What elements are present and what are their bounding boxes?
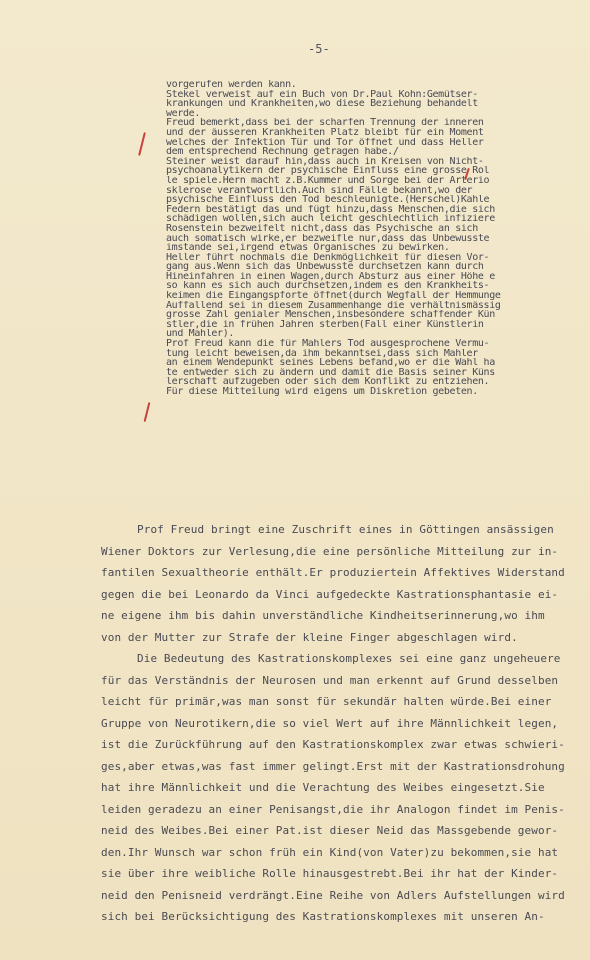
text-line: grosse Zahl genialer Menschen,insbesondere schaffender Kün <box>166 310 495 320</box>
text-line: Steiner weist darauf hin,dass auch in Kreisen von Nicht- <box>166 156 484 167</box>
text-line: Rosenstein bezweifelt nicht,dass das Psychische an sich <box>166 223 478 234</box>
typed-paragraph-block <box>101 519 589 928</box>
text-line: gang aus.Wenn sich das Unbewusste durchsetzen kann durch <box>166 262 484 272</box>
text-line: stler,die in frühen Jahren sterben(Fall einer Künstlerin <box>166 319 484 330</box>
text-line: psychoanalytikern der psychische Einfluss eine grosse Rol <box>166 166 490 176</box>
text-line: werde. <box>166 108 201 119</box>
text-line: leicht für primär,was man sonst für sekundär halten würde.Bei einer <box>101 695 552 708</box>
text-line: dem entsprechend Rechnung getragen habe./ <box>166 147 399 157</box>
text-line: hat ihre Männlichkeit und die Verachtung des Weibes eingesetzt.Sie <box>101 781 545 794</box>
text-line: neid des Weibes.Bei einer Pat.ist dieser Neid das Massgebende gewor- <box>101 824 559 837</box>
text-line: und der äusseren Krankheiten Platz bleibt für ein Moment <box>166 127 484 138</box>
text-line: an einem Wendepunkt seines Lebens befand,wo er die Wahl ha <box>166 358 495 368</box>
text-line: so kann es sich auch durchsetzen,indem es den Krankheits- <box>166 281 490 292</box>
text-line: gegen die bei Leonardo da Vinci aufgedeckte Kastrationsphantasie ei- <box>101 587 559 601</box>
margin-mark <box>144 402 151 422</box>
text-line: sich bei Berücksichtigung des Kastrationskomplexes mit unseren An- <box>101 910 545 923</box>
text-line: Wiener Doktors zur Verlesung,die eine persönliche Mitteilung zur in- <box>101 544 559 558</box>
text-line: Prof Freud bringt eine Zuschrift eines in Göttingen ansässigen <box>137 523 554 536</box>
text-line: von der Mutter zur Strafe der kleine Finger abgeschlagen wird. <box>101 630 518 644</box>
text-line: für das Verständnis der Neurosen und man erkennt auf Grund desselben <box>101 673 559 687</box>
text-line: auch somatisch wirke,er bezweifle nur,dass das Unbewusste <box>166 233 490 244</box>
text-line: Stekel verweist auf ein Buch von Dr.Paul Kohn:Gemütser- <box>166 89 478 100</box>
text-line: lerschaft aufzugeben oder sich dem Konflikt zu entziehen. <box>166 377 490 387</box>
text-line: imstande sei,irgend etwas Organisches zu bewirken. <box>166 243 450 253</box>
text-line: sie über ihre weibliche Rolle hinausgestrebt.Bei ihr hat der Kinder- <box>101 867 559 880</box>
text-line: Für diese Mitteilung wird eigens um Diskretion gebeten. <box>166 387 478 397</box>
text-line: ist die Zurückführung auf den Kastrationskomplex zwar etwas schwieri- <box>101 738 565 751</box>
text-line: welches der Infektion Tür und Tor öffnet und dass Heller <box>166 137 484 148</box>
text-line: schädigen wollen,sich auch leicht geschlechtlich infiziere <box>166 214 495 224</box>
margin-mark <box>138 132 146 156</box>
typed-minutes-block <box>166 80 586 397</box>
text-line: neid den Penisneid verdrängt.Eine Reihe von Adlers Aufstellungen wird <box>101 888 565 902</box>
text-line: Federn bestätigt das und fügt hinzu,dass Menschen,die sich <box>166 204 495 215</box>
text-line: Die Bedeutung des Kastrationskomplexes sei eine ganz ungeheuere <box>137 652 561 665</box>
text-line: Heller führt nochmals die Denkmöglichkeit für diesen Vor- <box>166 252 490 263</box>
text-line: Hineinfahren in einen Wagen,durch Absturz aus einer Höhe e <box>166 271 495 282</box>
text-line: le spiele.Hern macht z.B.Kummer und Sorge bei der Arterio <box>166 175 490 186</box>
text-line: keimen die Eingangspforte öffnet(durch Wegfall der Hemmunge <box>166 291 501 301</box>
text-line: und Mahler). <box>166 329 235 340</box>
text-line: krankungen und Krankheiten,wo diese Beziehung behandelt <box>166 99 478 109</box>
text-line: te entweder sich zu ändern und damit die Basis seiner Küns <box>166 367 495 378</box>
text-line: tung leicht beweisen,da ihm bekanntsei,dass sich Mahler <box>166 348 478 359</box>
text-line: fantilen Sexualtheorie enthält.Er produziertein Affektives Widerstand <box>101 566 565 579</box>
text-line: psychische Einfluss den Tod beschleunigte.(Herschel)Kahle <box>166 195 490 205</box>
text-line: ges,aber etwas,was fast immer gelingt.Erst mit der Kastrationsdrohung <box>101 759 565 773</box>
text-line: Auffallend sei in diesem Zusammenhange die verhältnismässig <box>166 300 501 311</box>
text-line: Freud bemerkt,dass bei der scharfen Trennung der inneren <box>166 118 484 128</box>
text-line: den.Ihr Wunsch war schon früh ein Kind(von Vater)zu bekommen,sie hat <box>101 845 559 859</box>
text-line: Gruppe von Neurotikern,die so viel Wert auf ihre Männlichkeit legen, <box>101 716 559 730</box>
text-line: ne eigene ihm bis dahin unverständliche Kindheitserinnerung,wo ihm <box>101 609 545 622</box>
text-line: leiden geradezu an einer Penisangst,die ihr Analogon findet im Penis- <box>101 802 565 816</box>
text-line: Prof Freud kann die für Mahlers Tod ausgesprochene Vermu- <box>166 339 490 349</box>
text-line: vorgerufen werden kann. <box>166 80 297 90</box>
text-line: sklerose verantwortlich.Auch sind Fälle bekannt,wo der <box>166 185 473 196</box>
page-number: -5- <box>308 42 330 56</box>
